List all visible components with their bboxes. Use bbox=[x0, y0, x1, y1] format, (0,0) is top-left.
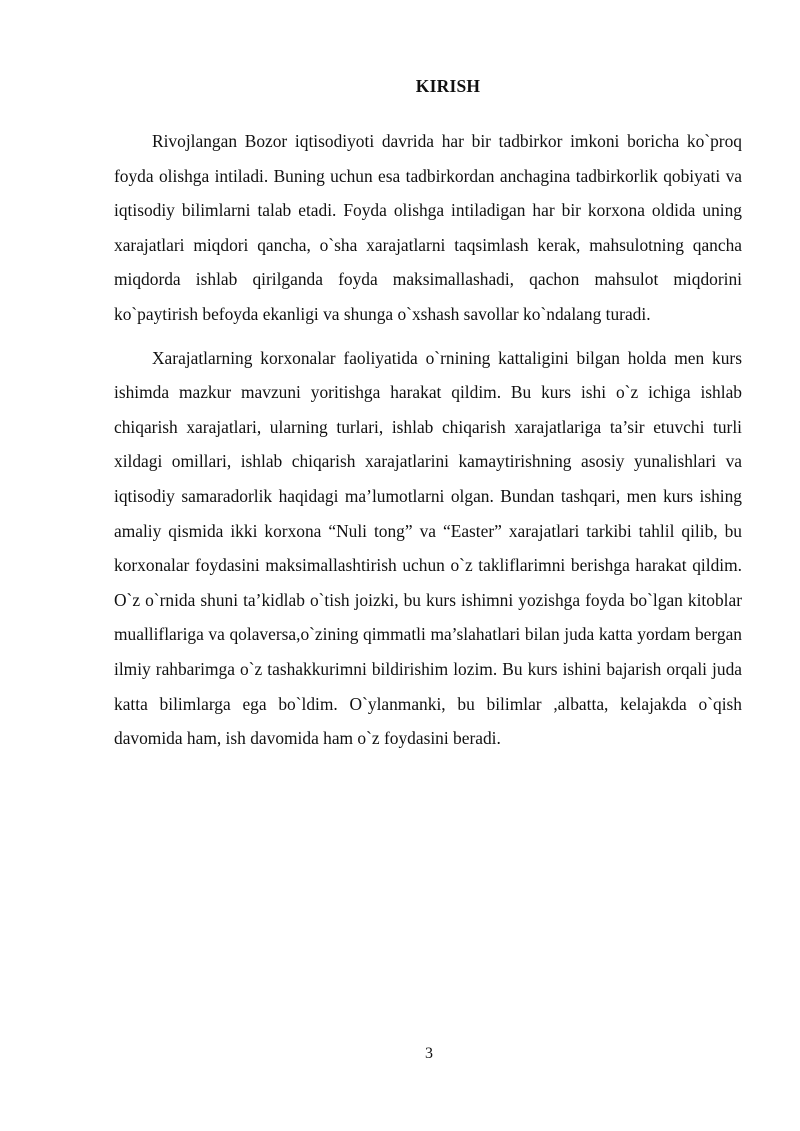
paragraph-course-work: Xarajatlarning korxonalar faoliyatida o`rnining kattaligini bilgan holda men kurs ishimda mazkur mavzuni yoritishga harakat qildim. Bu kurs ishi o`z ichiga ishlab chiqarish xarajatlari, ularning turlari, ishlab chiqarish xarajatlariga ta’sir etuvchi turli xildagi omillari, ishlab chiqarish xarajatlarini kamaytirishning asosiy yunalishlari va iqtisodiy samaradorlik haqidagi ma’lumotlarni olgan. Bundan tashqari, men kurs ishing amaliy qismida ikki korxona “Nuli tong” va “Easter” xarajatlari tarkibi tahlil qilib, bu korxonalar foydasini maksimallashtirish uchun o`z takliflarimni berishga harakat qildim. O`z o`rnida shuni ta’kidlab o`tish joizki, bu kurs ishimni yozishga foyda bo`lgan kitoblar mualliflariga va qolaversa,o`zining qimmatli ma’slahatlari bilan juda katta yordam bergan ilmiy rahbarimga o`z tashakkurimni bildirishim lozim. Bu kurs ishini bajarish orqali juda katta bilimlarga ega bo`ldim. O`ylanmanki, bu bilimlar ,albatta, kelajakda o`qish davomida ham, ish davomida ham o`z foydasini beradi. bbox=[114, 347, 742, 749]
page-title: KIRISH bbox=[415, 76, 481, 96]
document-body bbox=[114, 124, 742, 756]
paragraph-intro: Rivojlangan Bozor iqtisodiyoti davrida har bir tadbirkor imkoni boricha ko`proq foyda olishga intiladi. Buning uchun esa tadbirkordan anchagina tadbirkorlik qobiyati va iqtisodiy bilimlarni talab etadi. Foyda olishga intiladigan har bir korxona oldida uning xarajatlari miqdori qancha, o`sha xarajatlarni taqsimlash kerak, mahsulotning qancha miqdorda ishlab qirilganda foyda maksimallashadi, qachon mahsulot miqdorini ko`paytirish befoyda ekanligi va shunga o`xshash savollar ko`ndalang turadi. bbox=[114, 131, 742, 324]
page-number: 3 bbox=[425, 1045, 433, 1062]
